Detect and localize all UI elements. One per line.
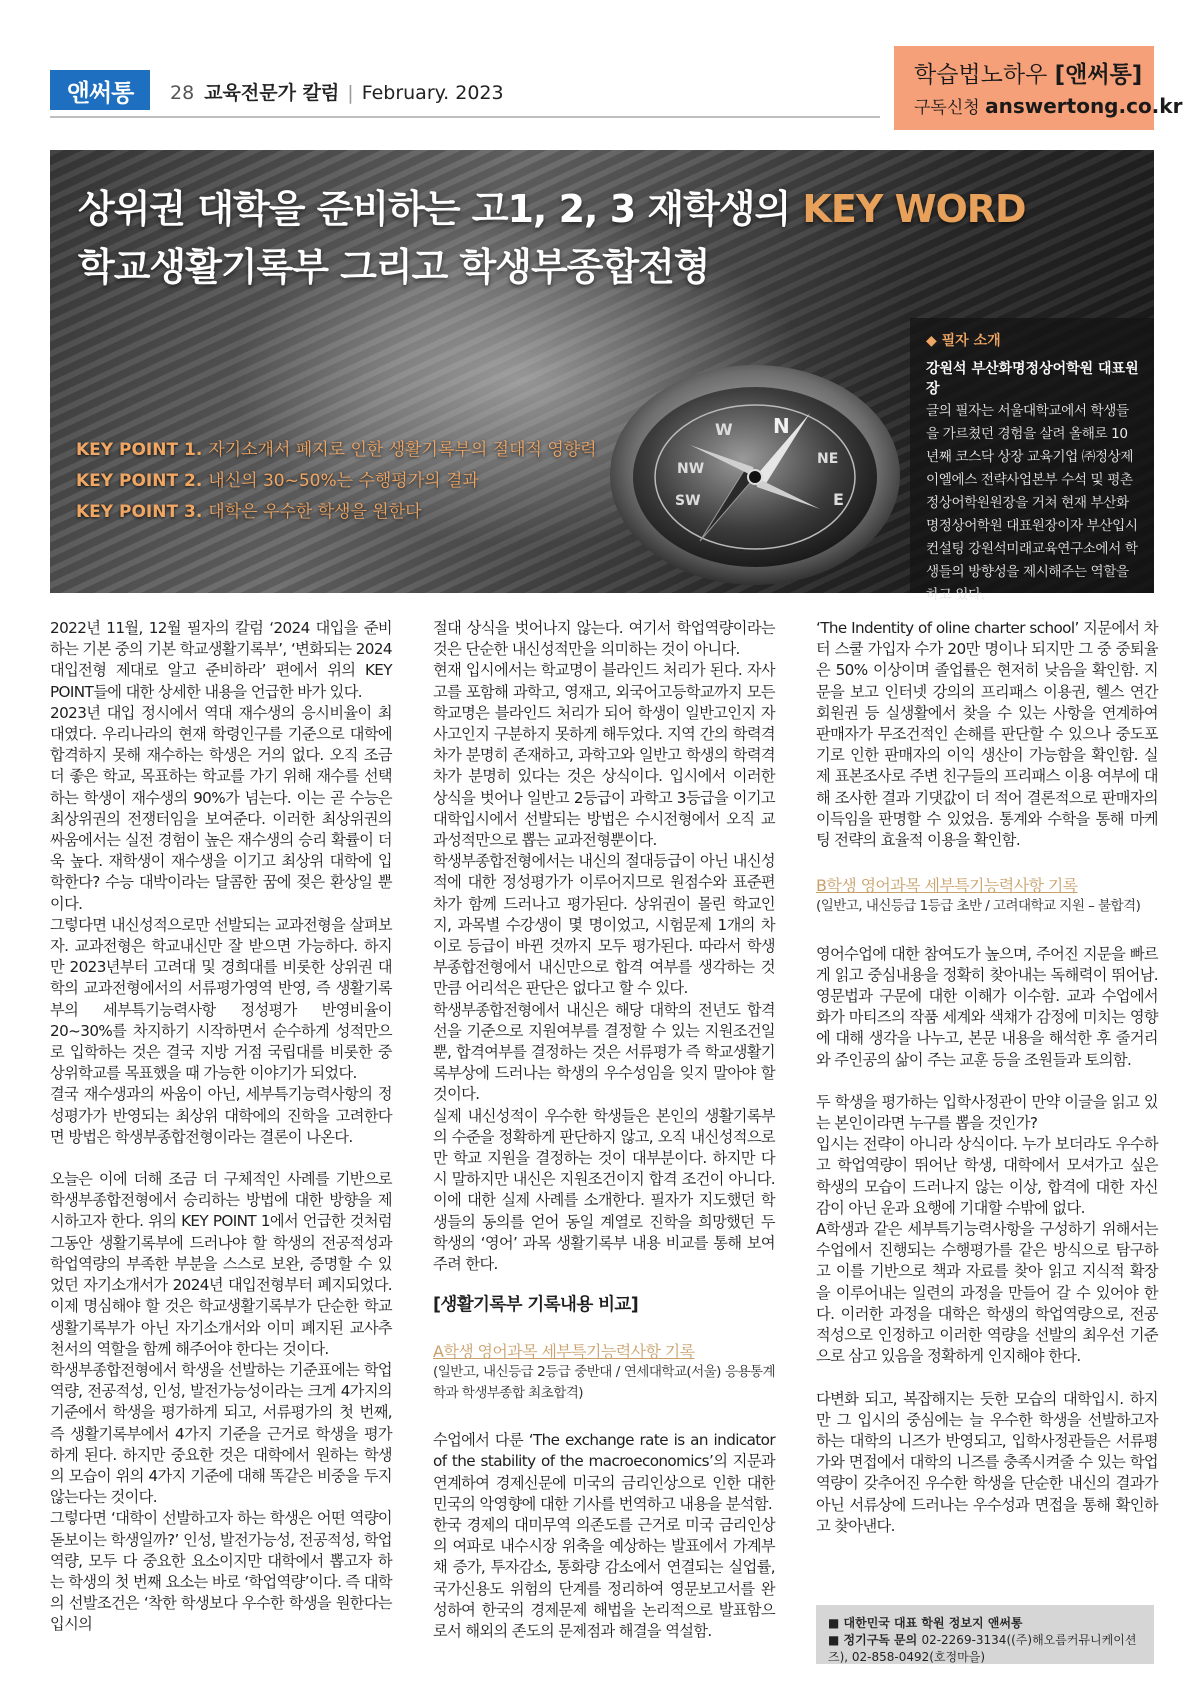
paragraph: 결국 재수생과의 싸움이 아닌, 세부특기능력사항의 정성평가가 반영되는 최상위 대학에의 진학을 고려한다면 방법은 학생부종합전형이라는 결론이 나온다. bbox=[50, 1085, 392, 1146]
subscription-info-box bbox=[816, 1605, 1154, 1664]
paragraph: 다변화 되고, 복잡해지는 듯한 모습의 대학입시. 하지만 그 입시의 중심에는 늘 우수한 학생을 선발하고자 하는 대학의 니즈가 반영되고, 입학사정관들은 서류평가와 면접에서 대학의 니즈를 충족시켜줄 수 있는 학업역량이 갖추어진 우수한 학생을 단순한 내신의 결과가 아닌 서류상에 드러나는 우수성과 면접을 통해 확인하고 찾아낸다. bbox=[816, 1389, 1158, 1535]
paragraph: 입시는 전략이 아니라 상식이다. 누가 보더라도 우수하고 학업역량이 뛰어난 학생, 대학에서 모셔가고 싶은 학생의 모습이 드러나지 않는 이상, 합격에 대한 자신감이 아닌 운과 요행에 기대할 수밖에 없다. bbox=[816, 1135, 1158, 1217]
sidebox-contact: 02-2269-3134((주)해오름커뮤니케이션즈), 02-858-0492(호정마을) bbox=[828, 1633, 1137, 1664]
paragraph: 한국 경제의 대미무역 의존도를 근거로 미국 금리인상의 여파로 내수시장 위축을 예상하는 발표에서 가계부채 증가, 투자감소, 통화량 감소에서 연결되는 실업률, 국가신용도 위험의 단계를 정리하여 영문보고서를 완성하여 한국의 경제문제 해법을 논리적으로 발표함으로서 해외의 존도의 문제점과 해결을 역설함. bbox=[433, 1515, 775, 1640]
key-point-label: KEY POINT 3. bbox=[76, 502, 203, 522]
paragraph: 학생부종합전형에서는 내신의 절대등급이 아닌 내신성적에 대한 정성평가가 이루어지므로 원점수와 표준편차가 함께 드러나고 평가된다. 상위권이 몰린 학교인지, 과목별 수강생이 몇 명이었고, 시험문제 1개의 차이로 등급이 바뀐 것까지 모두 평가된다. 따라서 학생부종합전형에서 내신만으로 합격 여부를 생각하는 것만큼 어리석은 판단은 없다고 할 수 있다. bbox=[433, 852, 775, 998]
paragraph: A학생과 같은 세부특기능력사항을 구성하기 위해서는 수업에서 진행되는 수행평가를 같은 방식으로 탐구하고 이를 기반으로 책과 자료를 찾아 읽고 지식적 확장을 이루어내는 일련의 과정을 만들어 갈 수 있어야 한다. 이러한 과정을 대학은 학생의 학업역량으로, 전공적성으로 인정하고 이러한 역량을 선발의 최우선 기준으로 삼고 있음을 정확하게 인지해야 한다. bbox=[816, 1220, 1158, 1366]
compass-pivot bbox=[748, 470, 762, 484]
promo-url-link[interactable]: answertong.co.kr bbox=[985, 94, 1183, 118]
paragraph: 수업에서 다룬 ‘The exchange rate is an indicator of the stability of the macroeconomics’의 지문과 연계하여 경제신문에 미국의 금리인상으로 인한 대한민국의 악영향에 대한 기사를 번역하고 내용을 분석함. bbox=[433, 1431, 775, 1513]
hero-keyword: KEY WORD bbox=[802, 187, 1026, 231]
paragraph: ‘The Indentity of oline charter school’ 지문에서 차터 스쿨 가입자 수가 20만 명이나 되지만 그 중 중퇴율은 50% 이상이며 졸업률은 현저히 낮음을 확인함. 지문을 보고 인터넷 강의의 프리패스 이용권, 헬스 연간 회원권 등 실생활에서 찾을 수 있는 사항을 연계하여 판매자가 무조건적인 손해를 판단할 수 있으나 중도포기로 인한 판매자의 이익 생산이 가능함을 확인함. 실제 표본조사로 주변 친구들의 프리패스 이용 여부에 대해 조사한 결과 기댓값이 더 적어 결론적으로 판매자의 이득임을 판명할 수 있었음. 통계와 수학을 통해 마케팅 전략의 효율적 이용을 확인함. bbox=[816, 619, 1158, 850]
article-column-2 bbox=[433, 618, 775, 1642]
key-point-label: KEY POINT 2. bbox=[76, 471, 203, 491]
paragraph: 그렇다면 내신성적으로만 선발되는 교과전형을 살펴보자. 교과전형은 학교내신만 잘 받으면 가능하다. 하지만 2023년부터 고려대 및 경희대를 비롯한 상위권 대학의 교과전형에서의 서류평가영역 반영, 즉 생활기록부의 세부특기능력사항 정성평가 반영비율이 20~30%를 차지하기 시작하면서 순수하게 성적만으로 입학하는 것은 결국 지방 거점 국립대를 비롯한 중상위학교를 목표했을 때 가능한 이야기가 되었다. bbox=[50, 915, 392, 1083]
paragraph: 오늘은 이에 더해 조금 더 구체적인 사례를 기반으로 학생부종합전형에서 승리하는 방법에 대한 방향을 제시하고자 한다. 위의 KEY POINT 1에서 언급한 것처럼 그동안 생활기록부에 드러나야 할 학생의 전공적성과 학업역량의 부족한 부분을 스스로 보완, 증명할 수 있었던 자기소개서가 2024년 대입전형부터 폐지되었다. 이제 명심해야 할 것은 학교생활기록부가 단순한 학교생활기록부가 아닌 자기소개서와 이미 폐지된 교사추천서의 역할을 함께 해주어야 한다는 것이다. bbox=[50, 1170, 392, 1358]
compass-letter-n: N bbox=[773, 414, 790, 438]
sidebox-label: ■ 정기구독 문의 bbox=[828, 1633, 922, 1647]
sidebox-line1 bbox=[828, 1615, 1142, 1632]
paragraph: 그렇다면 ‘대학이 선발하고자 하는 학생은 어떤 역량이 돋보이는 학생일까?’ 인성, 발전가능성, 전공적성, 학업역량, 모두 다 중요한 요소이지만 대학에서 뽑고자 하는 학생의 첫 번째 요소는 바로 ‘학업역량’이다. 즉 대학의 선발조건은 ‘착한 학생보다 우수한 학생을 원한다는 입시의 bbox=[50, 1509, 392, 1634]
promo-subscribe-label: 구독신청 bbox=[914, 98, 986, 118]
sidebox-line2 bbox=[828, 1632, 1142, 1666]
column-name: 교육전문가 칼럼 bbox=[204, 82, 340, 104]
paragraph: 학생부종합전형에서 학생을 선발하는 기준표에는 학업역량, 전공적성, 인성, 발전가능성이라는 크게 4가지의 기준에서 학생을 평가하게 되고, 서류평가의 첫 번째, 즉 생활기록부에서 4가지 기준을 근거로 학생을 평가하게 된다. 하지만 중요한 것은 대학에서 원하는 학생의 모습이 위의 4가지 기준에 대해 똑같은 비중을 두지 않는다는 것이다. bbox=[50, 1360, 392, 1507]
record-a-info: (일반고, 내신등급 2등급 중반대 / 연세대학교(서울) 응용통계학과 학생부종합 최초합격) bbox=[433, 1363, 775, 1401]
key-point-text: 내신의 30~50%는 수행평가의 결과 bbox=[208, 471, 479, 491]
promo-line1 bbox=[914, 56, 1154, 89]
paragraph: 2022년 11월, 12월 필자의 칼럼 ‘2024 대입을 준비하는 기본 중의 기본 학교생활기록부’, ‘변화되는 2024 대입전형 제대로 알고 준비하라’ 편에서 위의 KEY POINT들에 대한 상세한 내용을 언급한 바가 있다. bbox=[50, 619, 392, 701]
hero-title-line1 bbox=[78, 180, 1026, 238]
paragraph: 영어수업에 대한 참여도가 높으며, 주어진 지문을 빠르게 읽고 중심내용을 정확히 찾아내는 독해력이 뛰어남. 영문법과 구문에 대한 이해가 이수함. 교과 수업에서 화가 마티즈의 작품 세계와 색채가 감정에 미치는 영향에 대해 생각을 나누고, 본문 내용을 해석한 후 줄거리와 주인공의 삶이 주는 교훈 등을 조원들과 토의함. bbox=[816, 944, 1158, 1069]
record-a-heading: A학생 영어과목 세부특기능력사항 기록 bbox=[433, 1341, 695, 1361]
hero-title-text: 상위권 대학을 준비하는 고1, 2, 3 재학생의 bbox=[78, 187, 803, 231]
article-column-1 bbox=[50, 618, 392, 1636]
compass-letter-sw: SW bbox=[675, 493, 701, 509]
key-point-label: KEY POINT 1. bbox=[76, 440, 203, 460]
promo-tagline: 학습법노하우 bbox=[914, 62, 1055, 88]
record-b-info: (일반고, 내신등급 1등급 초반 / 고려대학교 지원 – 불합격) bbox=[816, 898, 1141, 915]
paragraph: 실제 내신성적이 우수한 학생들은 본인의 생활기록부의 수준을 정확하게 판단하지 않고, 오직 내신성적으로만 학교 지원을 결정하는 것이 대부분이다. 하지만 다시 말하지만 내신은 지원조건이지 합격 조건이 아니다. 이에 대한 실제 사례를 소개한다. 필자가 지도했던 학생들의 동의를 얻어 동일 계열로 진학을 희망했던 두 학생의 ‘영어’ 과목 생활기록부 내용 비교를 통해 보여주려 한다. bbox=[433, 1106, 775, 1274]
paragraph: 두 학생을 평가하는 입학사정관이 만약 이글을 읽고 있는 본인이라면 누구를 뽑을 것인가? bbox=[816, 1092, 1158, 1133]
paragraph: 학생부종합전형에서 내신은 해당 대학의 전년도 합격선을 기준으로 지원여부를 결정할 수 있는 지원조건일 뿐, 합격여부를 결정하는 것은 서류평가 즉 학교생활기록부상에 드러나는 학생의 우수성임을 잊지 말아야 할 것이다. bbox=[433, 1000, 775, 1104]
compass-letter-w: W bbox=[715, 420, 733, 439]
record-b-heading: B학생 영어과목 세부특기능력사항 기록 bbox=[816, 876, 1078, 896]
key-point-text: 대학은 우수한 학생을 원한다 bbox=[208, 502, 422, 522]
sidebox-title: ■ 대한민국 대표 학원 정보지 앤써통 bbox=[828, 1616, 1023, 1630]
compass-letter-e: E bbox=[833, 490, 844, 509]
promo-brand: [앤써통] bbox=[1054, 62, 1143, 88]
issue-date: February. 2023 bbox=[361, 82, 504, 104]
writer-bio: 글의 필자는 서울대학교에서 학생들을 가르쳤던 경험을 살려 올해로 10년째 코스닥 상장 교육기업 ㈜정상제이엘에스 전략사업본부 수석 및 평촌 정상어학원원장을 거쳐 현재 부산화명정상어학원 대표원장이자 부산입시컨설팅 강원석미래교육연구소에서 학생들의 방향성을 제시해주는 역할을 하고 있다. bbox=[926, 403, 1138, 603]
issue-info bbox=[170, 78, 504, 105]
paragraph: 현재 입시에서는 학교명이 블라인드 처리가 된다. 자사고를 포함해 과학고, 영재고, 외국어고등학교까지 모든 학교명은 블라인드 처리가 되어 학생이 일반고인지 자사고인지 구분하지 못하게 해두었다. 지역 간의 학력격차가 분명히 존재하고, 과학고와 일반고 학생의 학력격차가 분명히 있다는 것은 상식이다. 입시에서 이러한 상식을 벗어나 일반고 2등급이 과학고 3등급을 이기고 대학입시에서 선발되는 방법은 수시전형에서 오직 교과성적만으로 뽑는 교과전형뿐이다. bbox=[433, 661, 775, 850]
compass-image bbox=[605, 355, 905, 590]
writer-label: ◆ 필자 소개 bbox=[926, 333, 1001, 349]
key-point-3 bbox=[76, 497, 422, 522]
key-point-2 bbox=[76, 466, 479, 491]
key-point-1 bbox=[76, 435, 597, 460]
subscription-banner[interactable] bbox=[894, 46, 1183, 130]
paragraph: 2023년 대입 정시에서 역대 재수생의 응시비율이 최대였다. 우리나라의 현재 학령인구를 기준으로 대학에 합격하지 못해 재수하는 학생은 거의 없다. 오직 조금 더 좋은 학교, 목표하는 학교를 가기 위해 재수를 선택하는 학생이 재수생의 90%가 넘는다. 이는 곧 수능은 최상위권의 전쟁터임을 보여준다. 이러한 최상위권의 싸움에서는 실전 경험이 높은 재수생의 승리 확률이 더욱 높다. 재학생이 재수생을 이기고 최상위 대학에 입학한다? 수능 대박이라는 달콤한 꿈에 젖은 환상일 뿐이다. bbox=[50, 703, 392, 913]
article-column-3 bbox=[816, 618, 1158, 1537]
compass-letter-nw: NW bbox=[677, 461, 705, 477]
paragraph-gap bbox=[50, 1148, 392, 1169]
hero-banner bbox=[50, 150, 1154, 603]
compass-letter-ne: NE bbox=[817, 451, 839, 467]
paragraph: 절대 상식을 벗어나지 않는다. 여기서 학업역량이라는 것은 단순한 내신성적만을 의미하는 것이 아니다. bbox=[433, 619, 775, 659]
hero-title bbox=[78, 180, 1026, 296]
writer-name: 강원석 부산화명정상어학원 대표원장 bbox=[926, 361, 1139, 397]
hero-title-line2: 학교생활기록부 그리고 학생부종합전형 bbox=[78, 245, 710, 289]
writer-intro-box bbox=[910, 318, 1154, 603]
paragraph-gap bbox=[816, 851, 1158, 875]
paragraph-gap bbox=[816, 1368, 1158, 1389]
paragraph-gap bbox=[816, 1071, 1158, 1092]
promo-line2 bbox=[914, 93, 1183, 118]
divider: | bbox=[347, 82, 354, 104]
key-point-text: 자기소개서 폐지로 인한 생활기록부의 절대적 영향력 bbox=[208, 440, 597, 460]
page-number: 28 bbox=[170, 82, 195, 104]
section-subtitle: [생활기록부 기록내용 비교] bbox=[433, 1295, 639, 1316]
magazine-logo[interactable]: 앤써통 bbox=[50, 70, 150, 110]
